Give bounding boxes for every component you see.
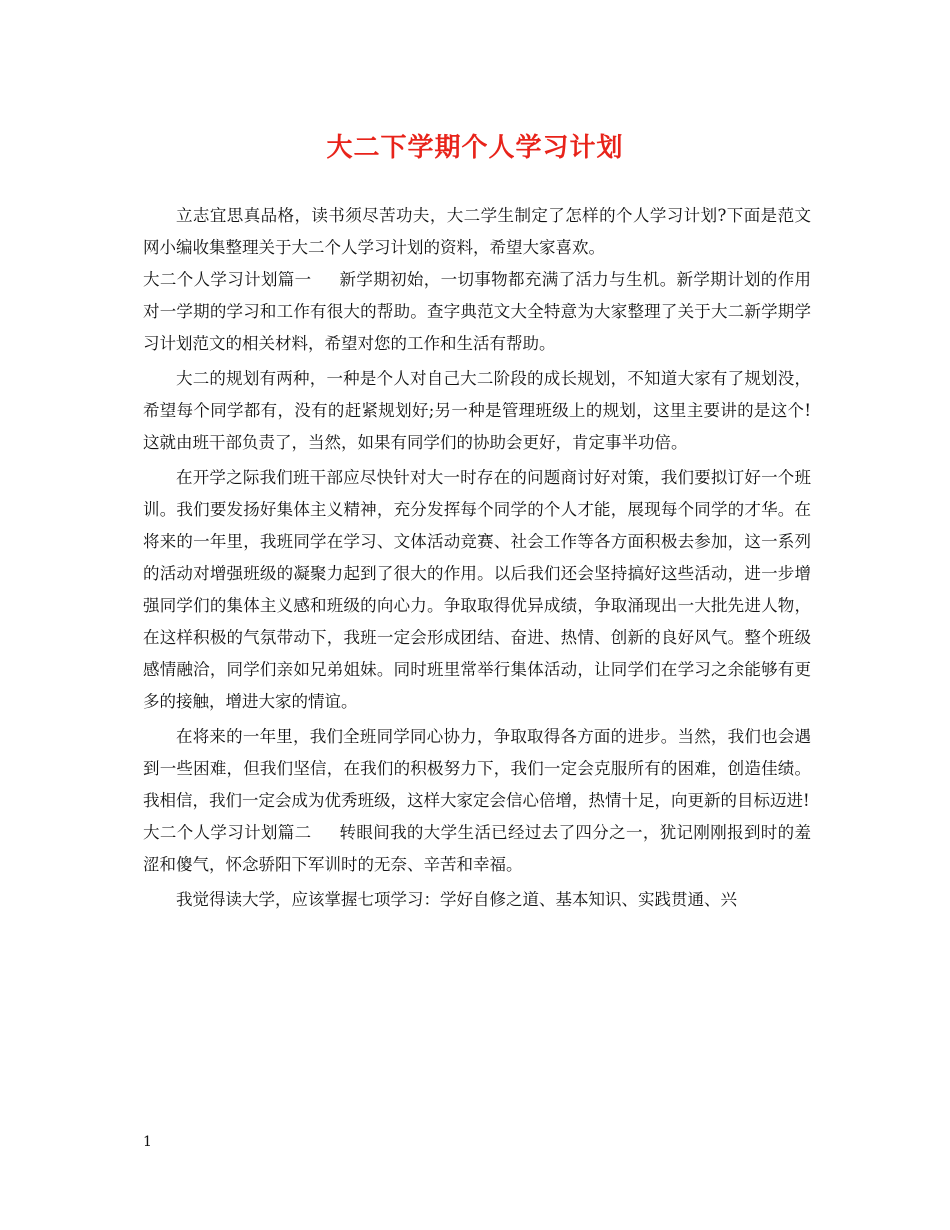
document-body bbox=[143, 200, 811, 916]
paragraph-text: 转眼间我的大学生活已经过去了四分之一，犹记刚刚报到时的羞涩和傻气，怀念骄阳下军训时的无奈、辛苦和幸福。 bbox=[143, 823, 812, 874]
paragraph-seven-studies bbox=[143, 884, 811, 916]
paragraph-intro bbox=[143, 200, 811, 264]
paragraph-text: 我觉得读大学，应该掌握七项学习：学好自修之道、基本知识、实践贯通、兴 bbox=[176, 890, 737, 909]
page-number: 1 bbox=[143, 1134, 152, 1150]
paragraph-text: 新学期初始，一切事物都充满了活力与生机。新学期计划的作用对一学期的学习和工作有很大的帮助。查字典范文大全特意为大家整理了关于大二新学期学习计划范文的相关材料，希望对您的工作和生活有帮助。 bbox=[143, 270, 812, 353]
section-heading-two: 大二个人学习计划篇二 bbox=[143, 823, 312, 842]
paragraph-future bbox=[143, 721, 811, 817]
paragraph-section-one bbox=[143, 264, 811, 360]
document-title: 大二下学期个人学习计划 bbox=[326, 133, 624, 163]
paragraph-planning bbox=[143, 363, 811, 459]
paragraph-class-motto bbox=[143, 462, 811, 718]
paragraph-section-two bbox=[143, 817, 811, 881]
paragraph-text: 在将来的一年里，我们全班同学同心协力，争取取得各方面的进步。当然，我们也会遇到一些困难，但我们坚信，在我们的积极努力下，我们一定会克服所有的困难，创造佳绩。我相信，我们一定会成为优秀班级，这样大家定会信心倍增，热情十足，向更新的目标迈进! bbox=[143, 727, 811, 810]
section-heading-one: 大二个人学习计划篇一 bbox=[143, 270, 312, 289]
paragraph-text: 立志宜思真品格，读书须尽苦功夫，大二学生制定了怎样的个人学习计划?下面是范文网小编收集整理关于大二个人学习计划的资料，希望大家喜欢。 bbox=[143, 206, 811, 257]
paragraph-text: 在开学之际我们班干部应尽快针对大一时存在的问题商讨好对策，我们要拟订好一个班训。我们要发扬好集体主义精神，充分发挥每个同学的个人才能，展现每个同学的才华。在将来的一年里，我班同学在学习、文体活动竞赛、社会工作等各方面积极去参加，这一系列的活动对增强班级的凝聚力起到了很大的作用。以后我们还会坚持搞好这些活动，进一步增强同学们的集体主义感和班级的向心力。争取取得优异成绩，争取涌现出一大批先进人物，在这样积极的气氛带动下，我班一定会形成团结、奋进、热情、创新的良好风气。整个班级感情融洽，同学们亲如兄弟姐妹。同时班里常举行集体活动，让同学们在学习之余能够有更多的接触，增进大家的情谊。 bbox=[143, 468, 811, 711]
paragraph-text: 大二的规划有两种，一种是个人对自己大二阶段的成长规划，不知道大家有了规划没，希望每个同学都有，没有的赶紧规划好;另一种是管理班级上的规划，这里主要讲的是这个!这就由班干部负责了，当然，如果有同学们的协助会更好，肯定事半功倍。 bbox=[143, 369, 811, 452]
